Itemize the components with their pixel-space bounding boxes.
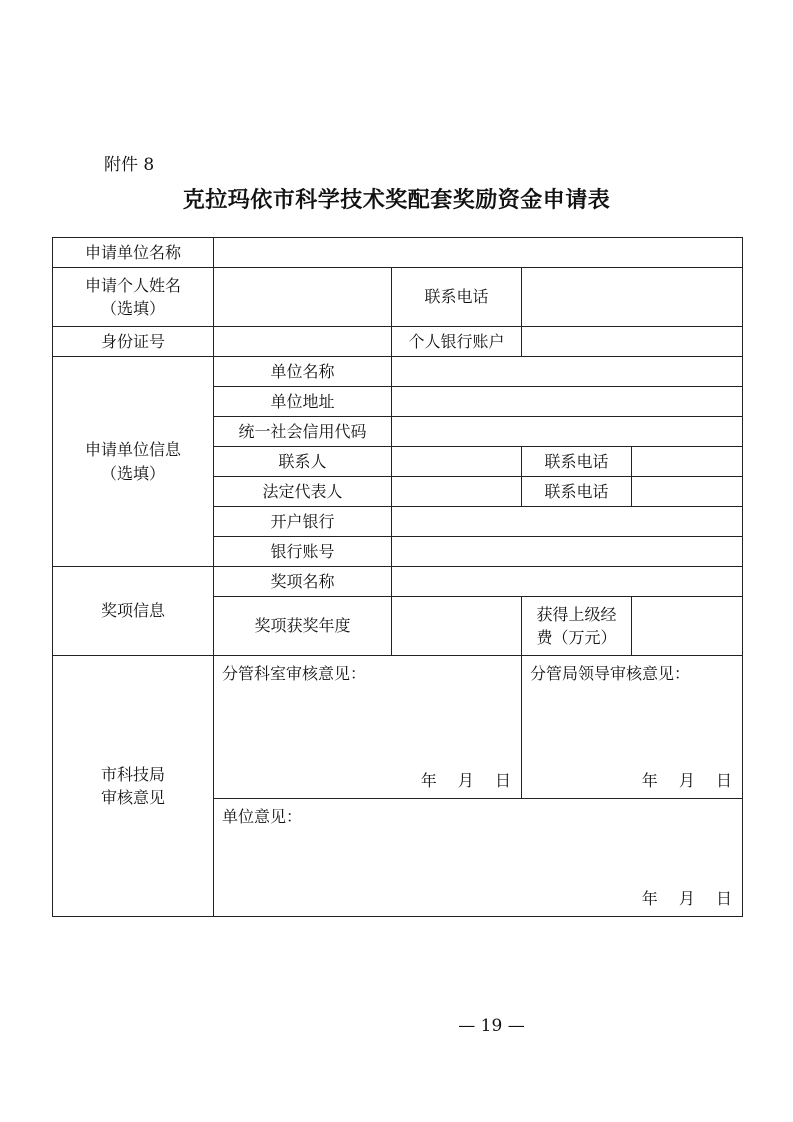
input-award-name[interactable]	[392, 567, 743, 597]
leader-review-box[interactable]	[522, 656, 743, 799]
date-month-label: 月	[678, 770, 695, 790]
label-unit-contact-phone: 联系电话	[522, 447, 632, 477]
input-legal-rep-phone[interactable]	[632, 477, 743, 507]
label-id-number: 身份证号	[53, 327, 214, 357]
input-applicant-person-name[interactable]	[214, 268, 392, 327]
label-contact-phone: 联系电话	[392, 268, 522, 327]
attachment-label: 附件 8	[104, 155, 155, 175]
input-open-bank[interactable]	[392, 507, 743, 537]
label-bureau-review-line1: 市科技局	[100, 764, 165, 784]
input-id-number[interactable]	[214, 327, 392, 357]
input-bank-account[interactable]	[392, 537, 743, 567]
label-unit-info	[53, 357, 214, 567]
application-form-table	[52, 237, 743, 917]
date-month-label: 月	[678, 888, 695, 908]
label-award-year: 奖项获奖年度	[214, 597, 392, 656]
label-unit-address: 单位地址	[214, 387, 392, 417]
date-year-label: 年	[420, 770, 437, 790]
label-legal-rep: 法定代表人	[214, 477, 392, 507]
date-day-label: 日	[715, 888, 732, 908]
label-applicant-unit-name: 申请单位名称	[53, 238, 214, 268]
leader-review-date	[626, 769, 732, 792]
row-review	[53, 656, 743, 799]
label-optional: （选填）	[100, 299, 165, 318]
row-id-number	[53, 327, 743, 357]
label-unit-info-optional: （选填）	[100, 463, 165, 483]
date-day-label: 日	[715, 770, 732, 790]
row-unit-name	[53, 357, 743, 387]
label-bureau-review-line2: 审核意见	[100, 788, 165, 807]
label-bank-account: 银行账号	[214, 537, 392, 567]
date-year-label: 年	[641, 888, 658, 908]
label-legal-rep-phone: 联系电话	[522, 477, 632, 507]
input-legal-rep[interactable]	[392, 477, 522, 507]
dept-review-date	[405, 769, 511, 792]
label-unit-name: 单位名称	[214, 357, 392, 387]
input-personal-bank-account[interactable]	[522, 327, 743, 357]
date-year-label: 年	[641, 770, 658, 790]
label-contact-person: 联系人	[214, 447, 392, 477]
label-superior-funding	[522, 597, 632, 656]
input-credit-code[interactable]	[392, 417, 743, 447]
date-day-label: 日	[494, 770, 511, 790]
dept-review-box[interactable]	[214, 656, 522, 799]
label-award-name: 奖项名称	[214, 567, 392, 597]
dept-review-label: 分管科室审核意见：	[222, 664, 367, 683]
unit-opinion-label: 单位意见：	[222, 807, 303, 826]
date-month-label: 月	[457, 770, 474, 790]
row-applicant-unit	[53, 238, 743, 268]
unit-opinion-date	[626, 887, 732, 910]
label-award-info: 奖项信息	[53, 567, 214, 656]
input-superior-funding[interactable]	[632, 597, 743, 656]
input-unit-address[interactable]	[392, 387, 743, 417]
input-contact-person[interactable]	[392, 447, 522, 477]
label-superior-funding-line1: 获得上级经	[536, 604, 617, 624]
label-personal-bank-account: 个人银行账户	[392, 327, 522, 357]
row-applicant-person	[53, 268, 743, 327]
page-number: — 19 —	[458, 1016, 525, 1036]
input-contact-phone[interactable]	[522, 268, 743, 327]
label-open-bank: 开户银行	[214, 507, 392, 537]
label-credit-code: 统一社会信用代码	[214, 417, 392, 447]
label-applicant-person	[53, 268, 214, 327]
input-award-year[interactable]	[392, 597, 522, 656]
label-applicant-person-name: 申请个人姓名	[84, 275, 181, 295]
input-unit-name[interactable]	[392, 357, 743, 387]
unit-opinion-box[interactable]	[214, 799, 743, 917]
input-applicant-unit-name[interactable]	[214, 238, 743, 268]
label-bureau-review	[53, 656, 214, 917]
leader-review-label: 分管局领导审核意见：	[530, 664, 691, 683]
label-unit-info-title: 申请单位信息	[84, 440, 181, 460]
page-title: 克拉玛依市科学技术奖配套奖励资金申请表	[182, 187, 611, 213]
row-award-name	[53, 567, 743, 597]
label-superior-funding-line2: 费（万元）	[536, 628, 617, 647]
input-unit-contact-phone[interactable]	[632, 447, 743, 477]
